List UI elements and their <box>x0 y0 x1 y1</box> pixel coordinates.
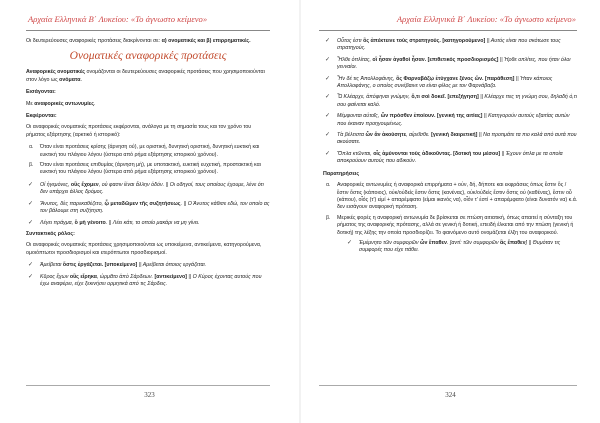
left-page-number: 323 <box>144 391 155 399</box>
notes-label: Παρατηρήσεις <box>323 170 360 177</box>
introduced-label: Εισάγονται: <box>26 89 56 96</box>
example-item: ✓ Τὰ βέλτιστα ὧν ἂν ἀκούσητε, αἱρεῖσθε. [γενική διαιρετική] || Να προτιμάτε τα πιο καλά από αυτά που ακούσατε. <box>325 132 577 146</box>
right-page <box>301 0 600 423</box>
expressed-label: Εκφέρονται: <box>26 113 57 120</box>
right-page-number: 324 <box>445 391 456 399</box>
checkmark-icon: ✓ <box>325 150 331 157</box>
checkmark-icon: ✓ <box>347 239 353 246</box>
checkmark-icon: ✓ <box>325 113 331 120</box>
example-item: ✓ Οἱ ἡγεμόνες, οὓς ἔχομεν, οὐ φασιν ἰέναι ἄλλην ὁδόν. || Οι οδηγοί, τους οποίους έχουμε, λένε ότι δεν υπάρχει άλλος δρόμος. <box>28 181 264 196</box>
checkmark-icon: ✓ <box>28 200 34 207</box>
checkmark-icon: ✓ <box>28 273 34 280</box>
section-heading: Ονοματικές αναφορικές προτάσεις <box>69 50 227 63</box>
checkmark-icon: ✓ <box>325 132 331 139</box>
example-item: ✓ Ἄνυτος, δὲς παρεκαθέζετο, ᾧ μεταδῶμεν τῆς συζητήσεως. || Ο Άνυτος κάθισε εδώ, τον οποίο ας τον βάλουμε στη συζήτηση. <box>28 200 270 215</box>
left-running-header: Αρχαία Ελληνικά Β΄ Λυκείου: «Το άγνωστο κείμενο» <box>28 14 208 24</box>
example-item: ✓ Οὗτος ἐστι ὃς ἀπέκτεινε τοὺς στρατηγούς. [κατηγορούμενο] || Αυτός είναι που σκότωσε τους στρατηγούς. <box>325 38 561 52</box>
right-content <box>323 38 579 259</box>
checkmark-icon: ✓ <box>28 262 34 269</box>
example-item: ✓ Κῦρος ἔχων οὓς εἴρηκα, ὡρμᾶτο ἀπὸ Σάρδεων. [αντικείμενο] || Ο Κύρος έχοντας αυτούς που έχω αναφέρει, είχε ξεκινήσει ορμητικά από τις Σάρδεις. <box>28 273 262 287</box>
checkmark-icon: ✓ <box>28 219 34 226</box>
syntax-label: Συντακτικός ρόλος: <box>26 230 75 237</box>
checkmark-icon: ✓ <box>325 56 331 63</box>
checkmark-icon: ✓ <box>325 75 331 82</box>
intro-paragraph: Οι δευτερεύουσες αναφορικές προτάσεις διακρίνονται σε: α) ονοματικές και β) επιρρηματικές. <box>26 38 251 44</box>
list-item-a: α. Όταν είναι προτάσεις κρίσης (άρνηση ού), με οριστική, δυνητική οριστική, δυνητική ευκτική και ευκτική του πλάγιου λόγου (ύστερα από ρήμα εξάρτησης ιστορικού χρόνου). <box>29 144 260 158</box>
example-item: ✓ Ὦ Κλέαρχε, ἀπόφηναι γνώμην, ὅ,τι σοὶ δοκεῖ. [επεξήγηση] || Κλέαρχε πες τη γνώμη σου, δηλαδή ό,τι σου φαίνεται καλό. <box>325 94 577 108</box>
example-item: ✓ Ἀμείβεται ὅστις ἐργάζεται. [υποκείμενο] || Αμείβεται όποιος εργάζεται. <box>28 262 207 269</box>
checkmark-icon: ✓ <box>325 94 331 101</box>
example-item: ✓ Λέγει πράγμα, ὃ μὴ γένοιτο. || Λέει κάτι, το οποίο μακάρι να μη γίνει. <box>28 219 200 226</box>
expressed-text: Οι αναφορικές ονοματικές προτάσεις εκφέρονται, ανάλογα με τη σημασία τους και τον χρόνο του ρήματος εξάρτησης (αρκτικό ή ιστορικό): <box>26 124 252 138</box>
example-item: ✓ Ἦλθε ὁπλίτας, οἳ ἦσαν ἀγαθοὶ ἦσαν. [επιθετικός προσδιορισμός] || Ήρθε οπλίτες, που ήταν όλοι γενναίοι. <box>325 56 571 71</box>
syntax-text: Οι αναφορικές ονοματικές προτάσεις χρησιμοποιούνται ως υποκείμενα, αντικείμενα, κατηγορούμενα, ομοιόπτωτοι προσδιορισμοί και ετερόπτωτοι προσδιορισμοί. <box>26 242 262 256</box>
definition-paragraph: Αναφορικές ονοματικές ονομάζονται οι δευτερεύουσες αναφορικές προτάσεις που χρησιμοποιούνται στον λόγο ως ονόματα. <box>26 69 265 83</box>
example-item: ✓ Ἐμέμνητο τῶν συμφορῶν ὧν ἔπαθεν. [αντί: τῶν συμφορῶν ἃς ἔπαθεν] || Θυμόταν τις συμφορές που είχε πάθει. <box>347 239 561 254</box>
right-footer-rule <box>319 385 577 386</box>
left-page <box>0 0 299 423</box>
right-header-rule <box>319 30 577 31</box>
introduced-text: Με αναφορικές αντωνυμίες. <box>26 100 96 107</box>
example-item: ✓ Ὅπλα κτῶνται, οἷς ἀμύνονται τοὺς ἀδικοῦντας. [δοτική του μέσου] || Έχουν όπλα με τα οποία αποκρούουν αυτούς που αδικούν. <box>325 150 563 165</box>
right-running-header: Αρχαία Ελληνικά Β΄ Λυκείου: «Το άγνωστο κείμενο» <box>396 14 576 24</box>
example-item: ✓ Μέμφονται αὐτοῖς, ὧν πρόσθεν ἐποίουν. [γενική της αιτίας] || Κατηγορούν αυτούς εξαιτίας αυτών που έκαναν προηγουμένως. <box>325 113 570 127</box>
list-item-b: β. Όταν είναι προτάσεις επιθυμίας (άρνηση μή), με υποτακτική, ευκτική ευχετική, προστακτική και ευκτική του πλάγιου λόγου (ύστερα από ρήμα εξάρτησης ιστορικού χρόνου). <box>29 162 261 176</box>
left-content <box>26 38 270 292</box>
checkmark-icon: ✓ <box>28 181 34 188</box>
note-item-b: β. Μερικές φορές η αναφορική αντωνυμία δε βρίσκεται σε πτώση αιτιατική, όπως απαιτεί η σύνταξη του ρήματος της αναφορικής πρότασης, αλλά σε γενική ή δοτική, επειδή έλκεται από την πτώση (γενική ή δοτική) της λέξης την οποία προσδιορίζει. Το φαινόμενο αυτό ονομάζεται έλξη του αναφορικού. <box>326 214 574 236</box>
checkmark-icon: ✓ <box>325 38 331 44</box>
left-header-rule <box>26 30 270 31</box>
example-item: ✓ Ἦν δέ τις Ἀπολλοφάνης, ὃς Φαρναβάζῳ ἐτύγχανε ξένος ὤν. [παράθεση] || Ήταν κάποιος Απολλοφάνης, ο οποίος συνέβαινε να είναι φίλος με τον Φαρνάβαζο. <box>325 75 553 90</box>
left-footer-rule <box>26 385 270 386</box>
note-item-a: α. Αναφορικές αντωνυμίες ή αναφορικά επιρρήματα + οὐν, δή, δήποτε και εκφράσεις όπως ἔστιν ὅς / ἔστιν ὅστις (κάποιος), οὐκ/οὐδεὶς ἔστιν ὅστις (κανένας), οὐκ/οὐδεὶς ἔστιν ὅστις οὐ (καθένας), ἔστιν οὗ (κάπου), οἷός (τ') εἰμί + απαρέμφατο (είμαι ικανός να), οἷόν τ' ἐστί + απαρέμφατο (είναι δυνατόν να) κ.ά. δεν εισάγουν αναφορική πρόταση. <box>326 182 578 211</box>
